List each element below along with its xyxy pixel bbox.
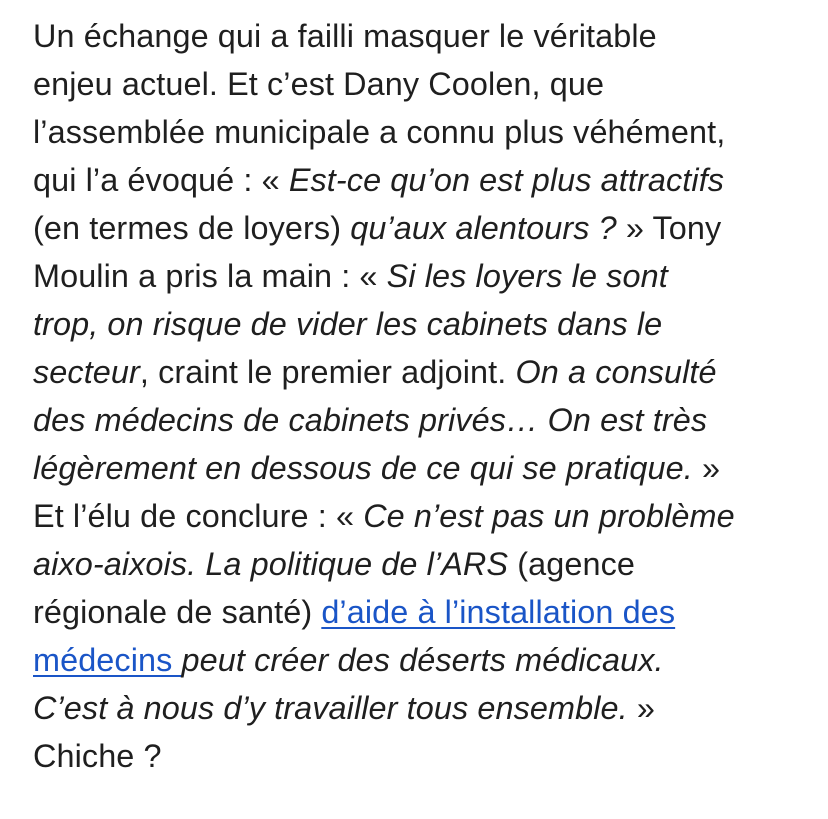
text-line	[33, 732, 813, 780]
text-run: »	[627, 690, 655, 726]
text-run: (agence	[508, 546, 635, 582]
text-run: , craint le premier adjoint.	[139, 354, 516, 390]
quote-italic: Si les loyers le sont	[386, 258, 668, 294]
text-run: » Tony	[616, 210, 722, 246]
quote-italic: aixo-aixois. La politique de l’ARS	[33, 546, 509, 582]
text-run: Un échange qui a failli masquer le véritable	[33, 18, 657, 54]
ars-installation-link-continued[interactable]: médecins	[33, 642, 182, 678]
text-line	[33, 684, 813, 732]
text-line	[33, 12, 813, 60]
text-line	[33, 396, 813, 444]
quote-italic: peut créer des déserts médicaux.	[181, 642, 664, 678]
quote-italic: des médecins de cabinets privés… On est très	[33, 402, 708, 438]
article-body	[33, 12, 813, 780]
text-line	[33, 60, 813, 108]
text-run: (en termes de loyers)	[33, 210, 351, 246]
text-line	[33, 348, 813, 396]
quote-italic: légèrement en dessous de ce qui se pratique.	[33, 450, 693, 486]
quote-italic: secteur	[33, 354, 140, 390]
text-run: l’assemblée municipale a connu plus véhément,	[33, 114, 726, 150]
text-run: »	[692, 450, 721, 486]
ars-installation-link[interactable]: d’aide à l’installation des	[321, 594, 676, 630]
text-line	[33, 444, 813, 492]
text-line	[33, 636, 813, 684]
quote-italic: On a consulté	[515, 354, 717, 390]
text-run: Et l’élu de conclure : «	[33, 498, 364, 534]
text-run: qui l’a évoqué : «	[33, 162, 289, 198]
quote-italic: qu’aux alentours ?	[350, 210, 617, 246]
text-line	[33, 156, 813, 204]
quote-italic: Ce n’est pas un problème	[363, 498, 735, 534]
text-run: enjeu actuel. Et c’est Dany Coolen, que	[33, 66, 605, 102]
quote-italic: Est-ce qu’on est plus attractifs	[288, 162, 725, 198]
text-line	[33, 540, 813, 588]
text-line	[33, 204, 813, 252]
text-line	[33, 252, 813, 300]
text-line	[33, 300, 813, 348]
text-run: Moulin a pris la main : «	[33, 258, 387, 294]
quote-italic: trop, on risque de vider les cabinets dans le	[33, 306, 663, 342]
text-run: régionale de santé)	[33, 594, 322, 630]
text-line	[33, 492, 813, 540]
text-line	[33, 108, 813, 156]
text-line	[33, 588, 813, 636]
text-run: Chiche ?	[33, 738, 162, 774]
quote-italic: C’est à nous d’y travailler tous ensemble.	[33, 690, 628, 726]
